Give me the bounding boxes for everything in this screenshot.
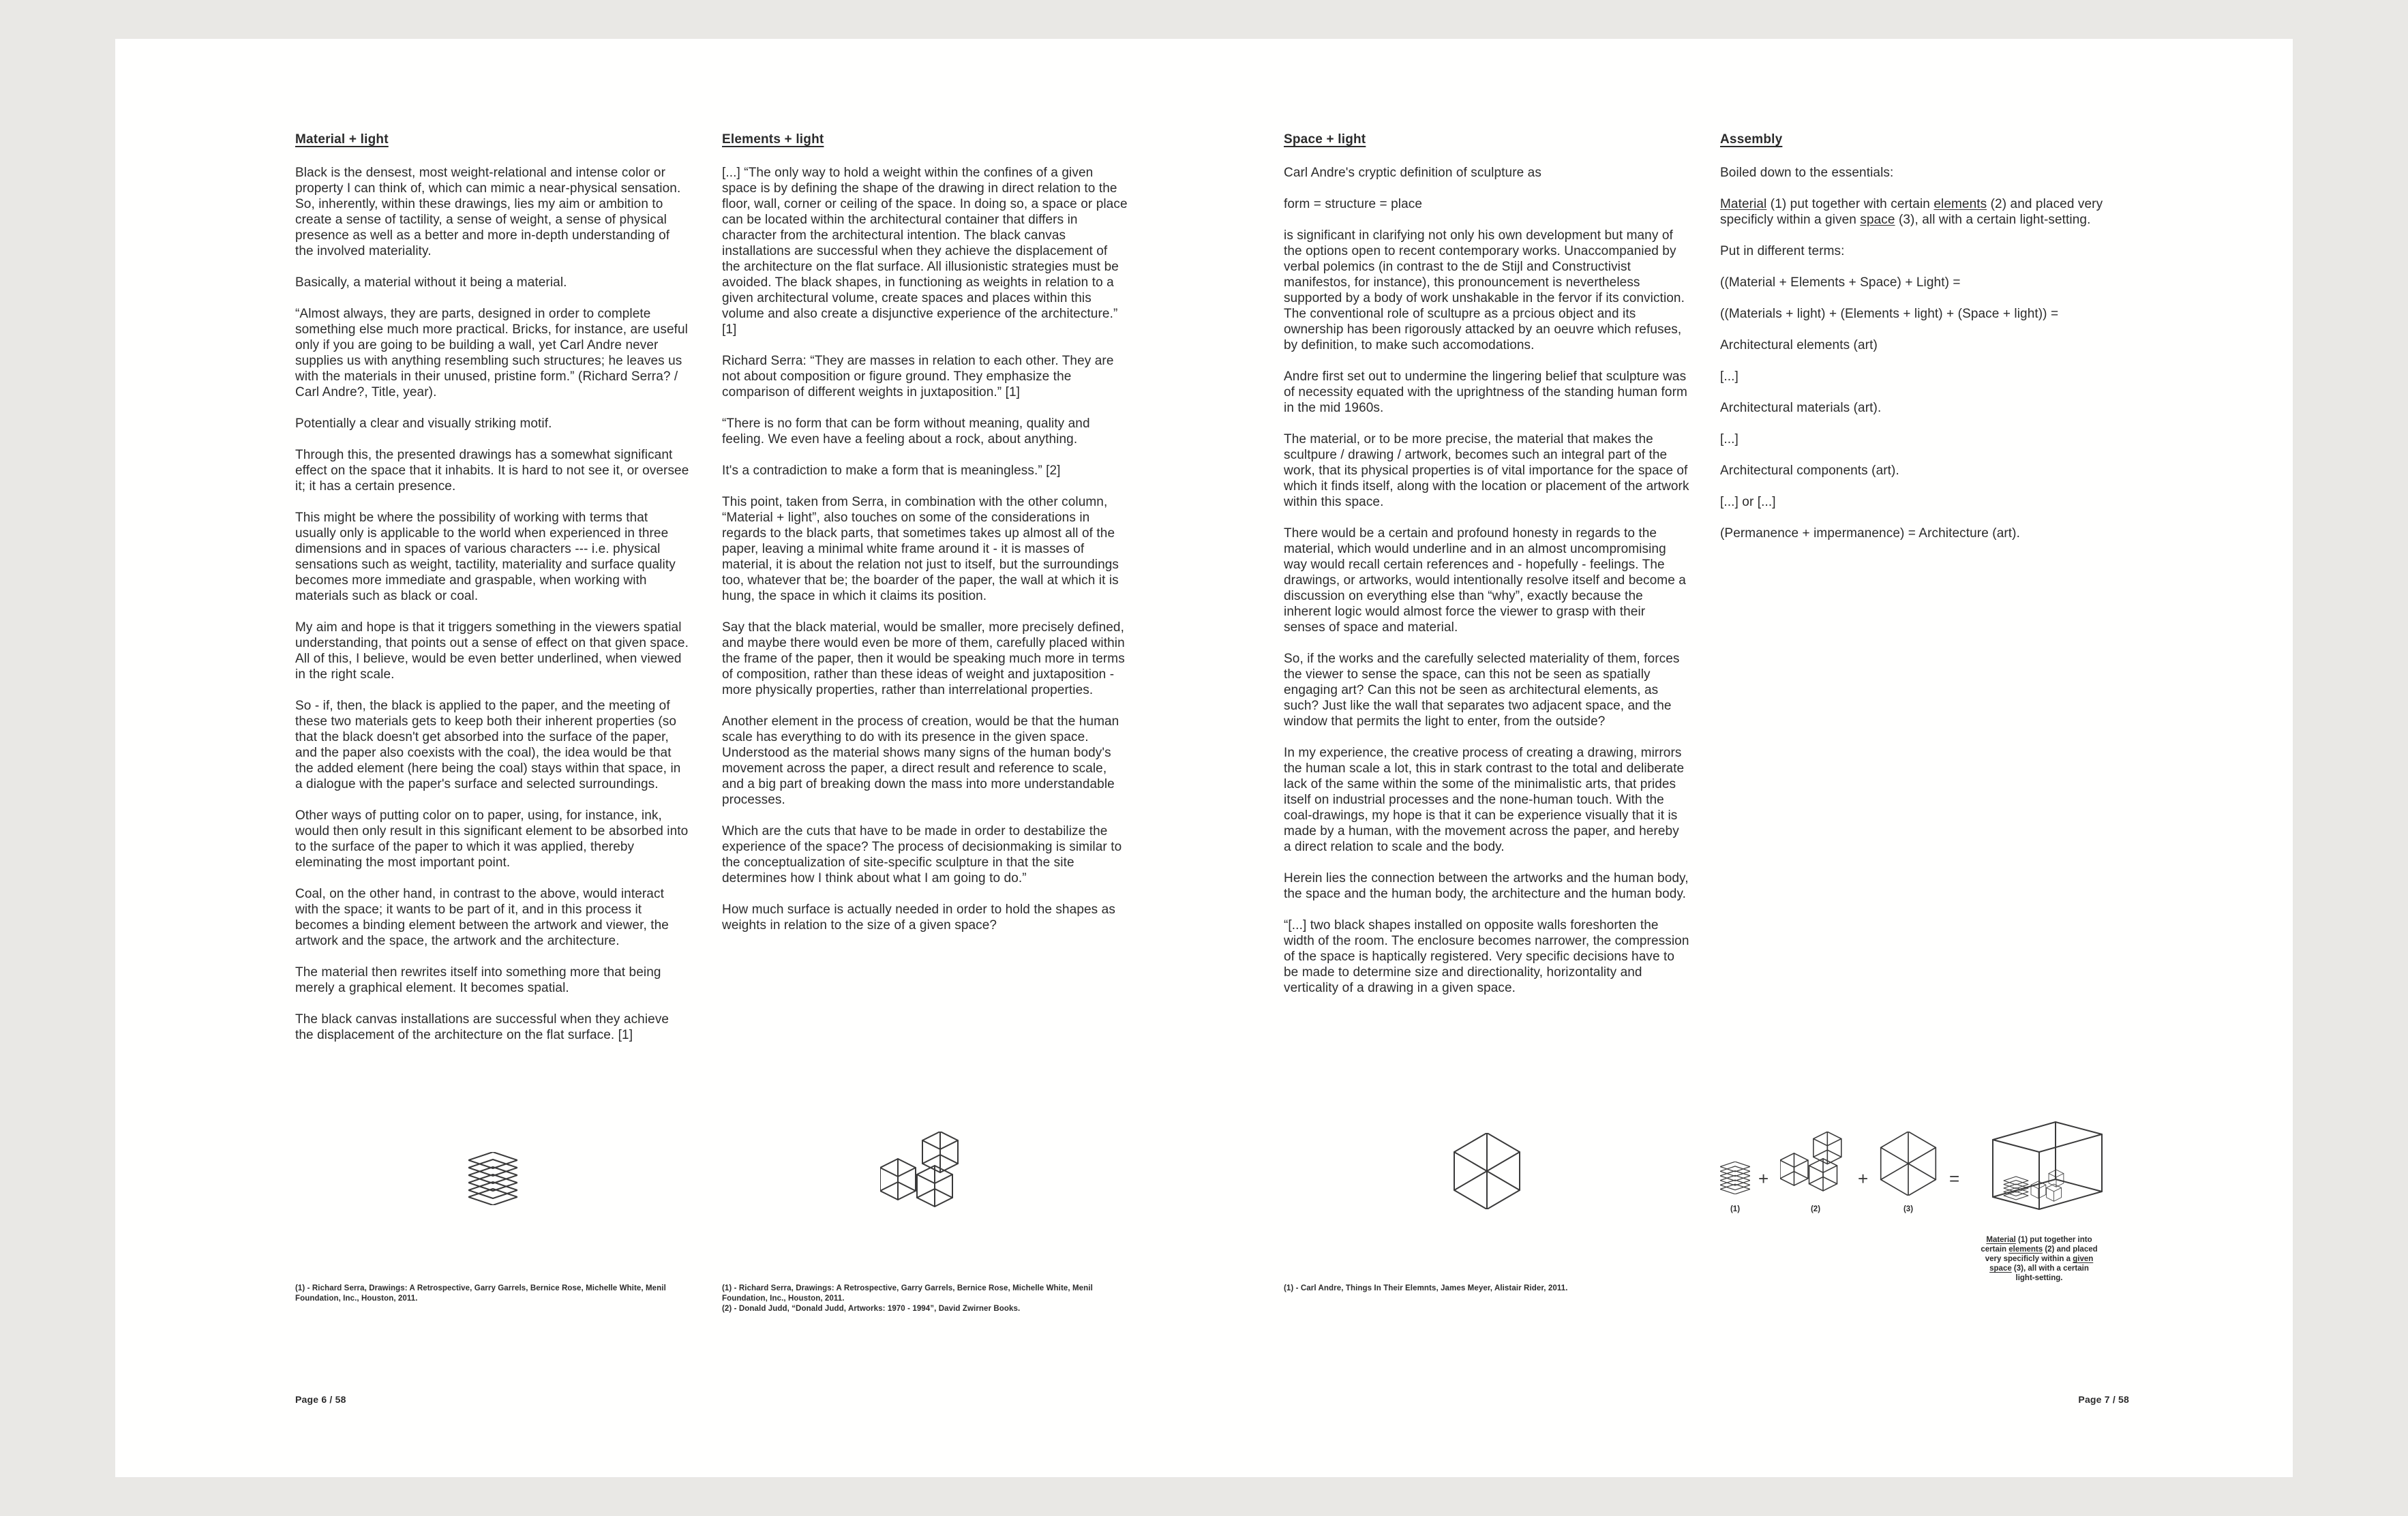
material-diagram [295, 1152, 691, 1205]
equation-label-3: (3) [1903, 1205, 1914, 1213]
paragraph: “There is no form that can be form without meaning, quality and feeling. We even have a feeling about a rock, about anything. [722, 416, 1090, 446]
cube-wireframe-icon [1880, 1132, 1937, 1196]
paragraph: Richard Serra: “They are masses in relation to each other. They are not about composition or figure ground. They emphasize the comparison of different weights in juxtaposition.” [1] [722, 354, 1114, 399]
document-spread-sheet [115, 39, 2293, 1477]
paragraph: ((Materials + light) + (Elements + light) + (Space + light)) = [1720, 307, 2059, 321]
paragraph: Boiled down to the essentials: [1720, 166, 1894, 180]
paragraph: In my experience, the creative process of creating a drawing, mirrors the human scale a lot, this in stark contrast to the total and deliberate lack of the same within the some of the minimalistic arts, that prides itself on industrial processes and the none-human touch. With the coal-drawings, my hope is that it can be experience visually that it is made by a human, with the movement across the paper, and hereby a direct relation to scale and the body. [1284, 746, 1685, 854]
page-number-left: Page 6 / 58 [295, 1394, 346, 1405]
column-heading-material: Material + light [295, 132, 389, 147]
column-assembly [1720, 132, 2129, 1282]
footnote: (1) - Richard Serra, Drawings: A Retrospective, Garry Garrels, Bernice Rose, Michelle White, Menil Foundation, Inc., Houston, 2011. [295, 1284, 666, 1303]
equation-label-2: (2) [1810, 1205, 1821, 1213]
column-body-elements [722, 165, 1128, 933]
equals-operator: = [1949, 1168, 1960, 1189]
paragraph: [...] “The only way to hold a weight within the confines of a given space is by defining the shape of the drawing in direct relation to the floor, wall, corner or ceiling of the space. In doing so, a space or place can be located within the architectural container that differs in character from the architectural intention. The black canvas installations are successful when they achieve the displacement of the architecture on the flat surface. All illusionistic strategies must be avoided. The black shapes, in functioning as weights in relation to a given architectural volume, create spaces and places within this volume and also create a disjunctive experience of the architecture.” [1] [722, 166, 1128, 337]
paragraph: Basically, a material without it being a material. [295, 275, 567, 290]
paragraph: So, if the works and the carefully selected materiality of them, forces the viewer to sense the space, can this not be seen as spatially engaging art? Can this not be seen as architectural elements, as such? Just like the wall that separates two adjacent space, and the window that permits the light to enter, from the outside? [1284, 652, 1680, 729]
column-space-light [1284, 132, 1689, 1292]
paragraph: is significant in clarifying not only his own development but many of the options open to recent contemporary works. Unaccompanied by verbal polemics (in contrast to the de Stijl and Constructivist manifestos, for instance), this pronouncement is nevertheless supported by a body of work unshakable in the fervor if its conviction. The conventional role of scultupre as a prcious object and its ownership has been rigorously attacked by an oeuvre which refuses, by definition, to make such accomodations. [1284, 228, 1685, 352]
paragraph: form = structure = place [1284, 197, 1423, 211]
paragraph: Architectural elements (art) [1720, 338, 1878, 352]
paragraph: The material then rewrites itself into something more that being merely a graphical element. It becomes spatial. [295, 965, 661, 995]
paragraph: Architectural components (art). [1720, 464, 1899, 478]
plus-operator: + [1858, 1168, 1869, 1189]
footnote: (2) - Donald Judd, “Donald Judd, Artworks: 1970 - 1994”, David Zwirner Books. [722, 1305, 1021, 1313]
room-box-icon [1974, 1119, 2105, 1228]
footnote: (1) - Richard Serra, Drawings: A Retrospective, Garry Garrels, Bernice Rose, Michelle White, Menil Foundation, Inc., Houston, 2011. [722, 1284, 1093, 1303]
column-heading-assembly: Assembly [1720, 132, 1783, 147]
paragraph: Put in different terms: [1720, 244, 1845, 258]
equation-term-elements [1780, 1132, 1851, 1198]
column-body-assembly [1720, 165, 2129, 541]
column-heading-space: Space + light [1284, 132, 1366, 147]
paragraph: Carl Andre's cryptic definition of sculpture as [1284, 166, 1541, 180]
paragraph: Say that the black material, would be smaller, more precisely defined, and maybe there would even be more of them, carefully placed within the frame of the paper, then it would be speaking much more in terms of composition, rather than these ideas of weight and juxtaposition - more physically properties, rather than interrelational properties. [722, 620, 1125, 697]
cube-wireframe-icon [1453, 1133, 1521, 1209]
paragraph: Coal, on the other hand, in contrast to the above, would interact with the space; it wants to be part of it, and in this process it becomes a binding element between the artwork and viewer, the artwork and the space, the artwork and the architecture. [295, 887, 669, 948]
paragraph: [...] or [...] [1720, 495, 1776, 509]
paragraph: “Almost always, they are parts, designed in order to complete something else much more practical. Bricks, for instance, are useful only if you are going to be building a wall, yet Carl Andre never supplies us with anything resembling such structures; he leaves us with the materials in their unused, pristine form.” (Richard Serra? / Carl Andre?, Title, year). [295, 307, 688, 399]
paragraph: [...] [1720, 432, 1739, 446]
footnotes-material [295, 1284, 691, 1304]
column-body-material [295, 165, 691, 1043]
equation-label-1: (1) [1730, 1205, 1741, 1213]
layers-stack-icon [468, 1152, 517, 1205]
paragraph: [...] [1720, 369, 1739, 384]
footnotes-elements [722, 1284, 1128, 1314]
paragraph: Material (1) put together with certain elements (2) and placed very specificly within a given space (3), all with a certain light-setting. [1720, 197, 2103, 227]
equation-caption: Material (1) put together into certain elements (2) and placed very specificly within a given space (3), all with a certain light-setting. [1981, 1236, 2098, 1282]
paragraph: Another element in the process of creation, would be that the human scale has everything to do with its presence in the given space. Understood as the material shows many signs of the human body's movement across the paper, a direct result and reference to scale, and a big part of breaking down the mass into more understandable processes. [722, 714, 1119, 807]
paragraph: Which are the cuts that have to be made in order to destabilize the experience of the space? The process of decisionmaking is similar to the conceptualization of site-specific sculpture in that the site determines how I think about what I am going to do.” [722, 824, 1122, 885]
paragraph: Andre first set out to undermine the lingering belief that sculpture was of necessity equated with the uprightness of the standing human form in the mid 1960s. [1284, 369, 1687, 415]
paragraph: Architectural materials (art). [1720, 401, 1882, 415]
paragraph: There would be a certain and profound honesty in regards to the material, which would underline and in an almost uncompromising way would recall certain references and - hopefully - feelings. The drawings, or artworks, would intentionally resolve itself and become a discussion on everything else than “why”, exactly because the inherent logic would almost force the viewer to grasp with their senses of space and material. [1284, 526, 1686, 635]
equation-term-space [1880, 1132, 1937, 1199]
paragraph: How much surface is actually needed in order to hold the shapes as weights in relation to the size of a given space? [722, 903, 1115, 933]
paragraph: “[...] two black shapes installed on opposite walls foreshorten the width of the room. The enclosure becomes narrower, the compression of the space is haptically registered. Very specific decisions have to be made to determine size and directionality, horizontality and verticality of a drawing in a given space. [1284, 918, 1689, 995]
column-heading-elements: Elements + light [722, 132, 824, 147]
cubes-icon [1780, 1132, 1851, 1194]
plus-operator: + [1758, 1168, 1769, 1189]
layers-stack-icon [1720, 1162, 1750, 1194]
paragraph: The material, or to be more precise, the material that makes the scultpure / drawing / artwork, becomes such an integral part of the work, that its physical properties is of vital importance for the space of which it finds itself, along with the location or placement of the artwork within this space. [1284, 432, 1689, 509]
equation-term-material [1720, 1162, 1750, 1198]
footnotes-space [1284, 1284, 1689, 1294]
space-diagram [1284, 1133, 1689, 1209]
paragraph: Through this, the presented drawings has a somewhat significant effect on the space that it inhabits. It is hard to not see it, or oversee it; it has a certain presence. [295, 448, 689, 494]
paragraph: (Permanence + impermanence) = Architecture (art). [1720, 526, 2020, 541]
paragraph: So - if, then, the black is applied to the paper, and the meeting of these two materials gets to keep both their inherent properties (so that the black doesn't get absorbed into the surface of the paper, and the paper also coexists with the coal), the idea would be that the added element (here being the coal) stays within that space, in a dialogue with the paper's surface and selected surroundings. [295, 699, 681, 791]
paragraph: ((Material + Elements + Space) + Light) = [1720, 275, 1961, 290]
cubes-icon [880, 1132, 970, 1211]
elements-diagram [722, 1132, 1128, 1211]
paragraph: Other ways of putting color on to paper, using, for instance, ink, would then only result in this significant element to be absorbed into to the surface of the paper to which it was applied, thereby eleminating the most important point. [295, 808, 689, 870]
paragraph: The black canvas installations are successful when they achieve the displacement of the architecture on the flat surface. [1] [295, 1012, 669, 1042]
paragraph: Herein lies the connection between the artworks and the human body, the space and the human body, the architecture and the human body. [1284, 871, 1689, 901]
paragraph: Potentially a clear and visually striking motif. [295, 416, 552, 431]
paragraph: This might be where the possibility of working with terms that usually only is applicable to the world when experienced in three dimensions and in spaces of various characters --- i.e. physical sensations such as weight, tactility, materiality and surface quality becomes more immediate and graspable, when working with materials such as black or coal. [295, 511, 676, 603]
column-material-light [295, 132, 691, 1303]
page-number-right: Page 7 / 58 [2078, 1394, 2129, 1405]
paragraph: My aim and hope is that it triggers something in the viewers spatial understanding, that points out a sense of effect on that given space. All of this, I believe, would be even better underlined, when viewed in the right scale. [295, 620, 689, 682]
footnote: (1) - Carl Andre, Things In Their Elemnts, James Meyer, Alistair Rider, 2011. [1284, 1284, 1568, 1292]
paragraph: It's a contradiction to make a form that is meaningless.” [2] [722, 464, 1061, 478]
paragraph: Black is the densest, most weight-relational and intense color or property I can think of, which can mimic a near-physical sensation. So, inherently, within these drawings, lies my aim or ambition to create a sense of tactility, a sense of weight, a sense of physical presence as well as a better and more in-depth understanding of the involved materiality. [295, 166, 681, 258]
column-elements-light [722, 132, 1128, 1313]
assembly-equation [1720, 1119, 2129, 1324]
equation-term-assembly [1974, 1119, 2105, 1232]
column-body-space [1284, 165, 1689, 996]
paragraph: This point, taken from Serra, in combination with the other column, “Material + light”, also touches on some of the considerations in regards to the black parts, that sometimes takes up almost all of the paper, leaving a minimal white frame around it - it is masses of material, it is about the relation not just to itself, but the surroundings too, whatever that be; the boarder of the paper, the wall at which it is hung, the space in which it claims its position. [722, 495, 1119, 603]
